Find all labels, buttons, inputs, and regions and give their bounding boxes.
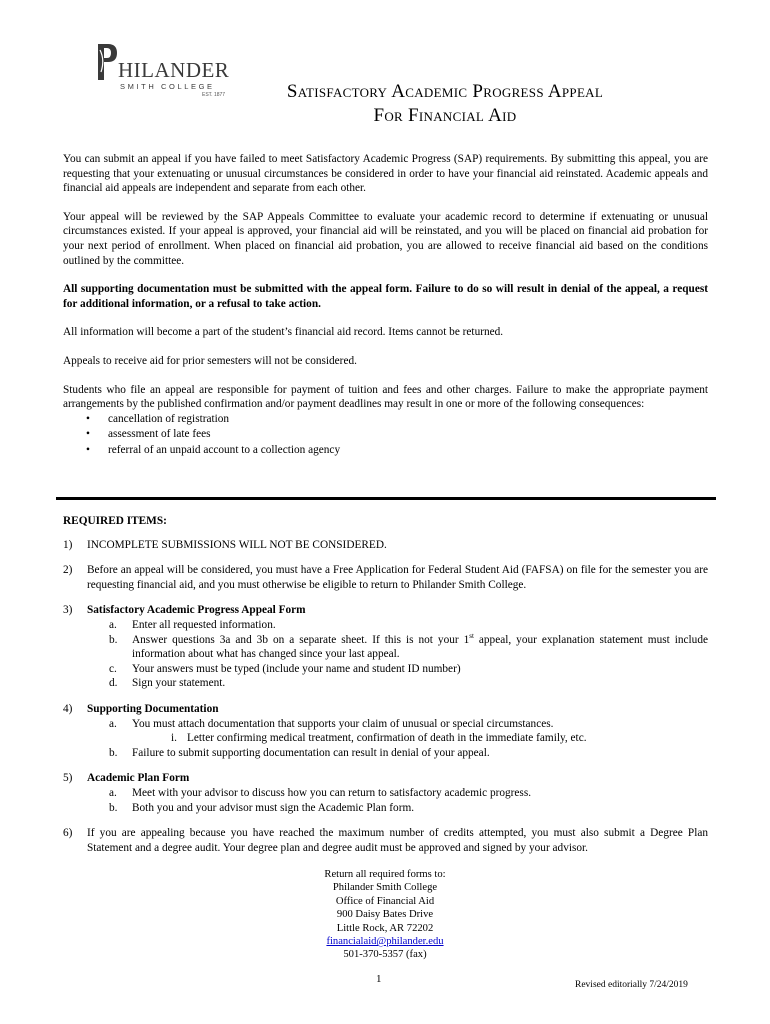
fax-number: 501-370-5357 (fax): [343, 949, 427, 961]
sub-item-text: Letter confirming medical treatment, confirmation of death in the immediate family, etc.: [187, 732, 587, 745]
item-number: 3): [63, 604, 73, 617]
sub-item-text: Your answers must be typed (include your name and student ID number): [132, 662, 461, 675]
sub-item-text: You must attach documentation that supports your claim of unusual or special circumstances.: [132, 717, 554, 730]
email-link[interactable]: financialaid@philander.edu: [326, 936, 444, 948]
list-item: • cancellation of registration: [108, 412, 708, 428]
revision-date: Revised editorially 7/24/2019: [575, 980, 688, 990]
sub-item-text: Enter all requested information.: [132, 618, 276, 631]
intro-paragraph-1: You can submit an appeal if you have failed to meet Satisfactory Academic Progress (SAP) requirements. By submitting this appeal, you are requesting that your extenuating or unusual circumstances be considered in order to have your financial aid reinstated. Academic appeals and financial aid appeals are independent and separate from each other.: [63, 153, 708, 195]
item-number: 2): [63, 564, 73, 577]
address-line: Philander Smith College: [332, 882, 438, 894]
ordinal-suffix: st: [469, 631, 474, 640]
sub-item-b: b. Answer questions 3a and 3b on a separate sheet. If this is not your 1st appeal, your explanation statement must include information about what has changed since your last appeal.: [109, 631, 708, 661]
required-item-3: [63, 603, 708, 691]
sub-item-a: a. Enter all requested information.: [109, 618, 276, 631]
required-items-section: [63, 514, 708, 866]
required-item-2: [63, 563, 708, 592]
sub-item-b: b. Both you and your advisor must sign the Academic Plan form.: [109, 801, 415, 814]
title-line-1: Satisfactory Academic Progress Appeal: [286, 81, 604, 102]
page-number: 1: [376, 973, 382, 985]
return-heading: Return all required forms to:: [324, 869, 446, 880]
required-items-heading: REQUIRED ITEMS:: [63, 515, 167, 527]
sub-item-text: Both you and your advisor must sign the Academic Plan form.: [132, 801, 415, 814]
item-number: 6): [63, 827, 73, 840]
list-item: • assessment of late fees: [108, 427, 708, 443]
sub-item-a-i: i. Letter confirming medical treatment, confirmation of death in the immediate family, etc.: [171, 732, 587, 745]
section-divider: [56, 497, 716, 500]
logo-established: EST. 1877: [202, 92, 226, 98]
sub-item-a: a. You must attach documentation that supports your claim of unusual or special circumstances.: [109, 717, 554, 730]
sub-item-text: Sign your statement.: [132, 677, 226, 690]
logo-wordmark: HILANDER: [118, 58, 230, 82]
item-number: 1): [63, 538, 73, 551]
item-heading: Academic Plan Form: [87, 772, 190, 785]
address-line: Office of Financial Aid: [335, 895, 435, 907]
consequences-list: [63, 412, 708, 459]
sub-item-a: a. Meet with your advisor to discuss how you can return to satisfactory academic progress.: [109, 786, 532, 799]
sub-item-text: Failure to submit supporting documentation can result in denial of your appeal.: [132, 746, 490, 759]
item-text: If you are appealing because you have reached the maximum number of credits attempted, you must also submit a Degree Plan Statement and a degree audit. Your degree plan and degree audit must be approved and signed by your advisor.: [87, 827, 708, 854]
return-address-block: [270, 868, 500, 962]
item-text: Before an appeal will be considered, you must have a Free Application for Federal Student Aid (FAFSA) on file for the semester you are requesting financial aid, and you must otherwise be eligible to return to Philander Smith College.: [87, 564, 708, 591]
required-item-5: [63, 771, 708, 815]
intro-section: [63, 152, 708, 459]
prior-semesters-notice: Appeals to receive aid for prior semesters will not be considered.: [63, 354, 357, 367]
item-heading: Satisfactory Academic Progress Appeal Form: [87, 604, 306, 617]
title-line-2: For Financial Aid: [373, 105, 517, 126]
item-number: 5): [63, 772, 73, 785]
address-line: Little Rock, AR 72202: [336, 922, 434, 934]
required-item-1: [63, 538, 708, 553]
item-heading: Supporting Documentation: [87, 702, 219, 715]
list-item: • referral of an unpaid account to a collection agency: [108, 443, 708, 459]
sub-item-text: Meet with your advisor to discuss how you can return to satisfactory academic progress.: [132, 786, 532, 799]
sub-item-c: c. Your answers must be typed (include your name and student ID number): [109, 662, 461, 675]
document-title: [200, 80, 690, 128]
item-text: INCOMPLETE SUBMISSIONS WILL NOT BE CONSIDERED.: [87, 538, 387, 551]
logo-p-mark-icon: [96, 42, 118, 82]
logo-subtitle: SMITH COLLEGE: [120, 82, 215, 91]
sub-item-b: b. Failure to submit supporting documentation can result in denial of your appeal.: [109, 746, 490, 759]
intro-paragraph-2: Your appeal will be reviewed by the SAP Appeals Committee to evaluate your academic record to determine if extenuating or unusual circumstances existed. If your appeal is approved, your financial aid will be reinstated, and you will be placed on financial aid probation for your next period of enrollment. When placed on financial aid probation, you are allowed to receive financial aid based on the conditions outlined by the committee.: [63, 210, 708, 267]
required-item-4: [63, 702, 708, 760]
sub-item-text: appeal, your explanation statement must include information about what has changed since your last appeal.: [132, 633, 708, 661]
sub-item-text: Answer questions 3a and 3b on a separate sheet. If this is not your 1: [132, 633, 470, 646]
documentation-warning: All supporting documentation must be submitted with the appeal form. Failure to do so will result in denial of the appeal, a request for additional information, or a refusal to take action.: [63, 283, 708, 310]
required-item-6: [63, 826, 708, 855]
address-line: 900 Daisy Bates Drive: [336, 909, 434, 921]
payment-responsibility: Students who file an appeal are responsible for payment of tuition and fees and other charges. Failure to make the appropriate payment arrangements by the published confirmation and/or payment deadlines may result in one or more of the following consequences:: [63, 383, 708, 411]
records-notice: All information will become a part of the student’s financial aid record. Items cannot be returned.: [63, 326, 504, 339]
item-number: 4): [63, 702, 73, 715]
sub-item-d: d. Sign your statement.: [109, 677, 226, 690]
